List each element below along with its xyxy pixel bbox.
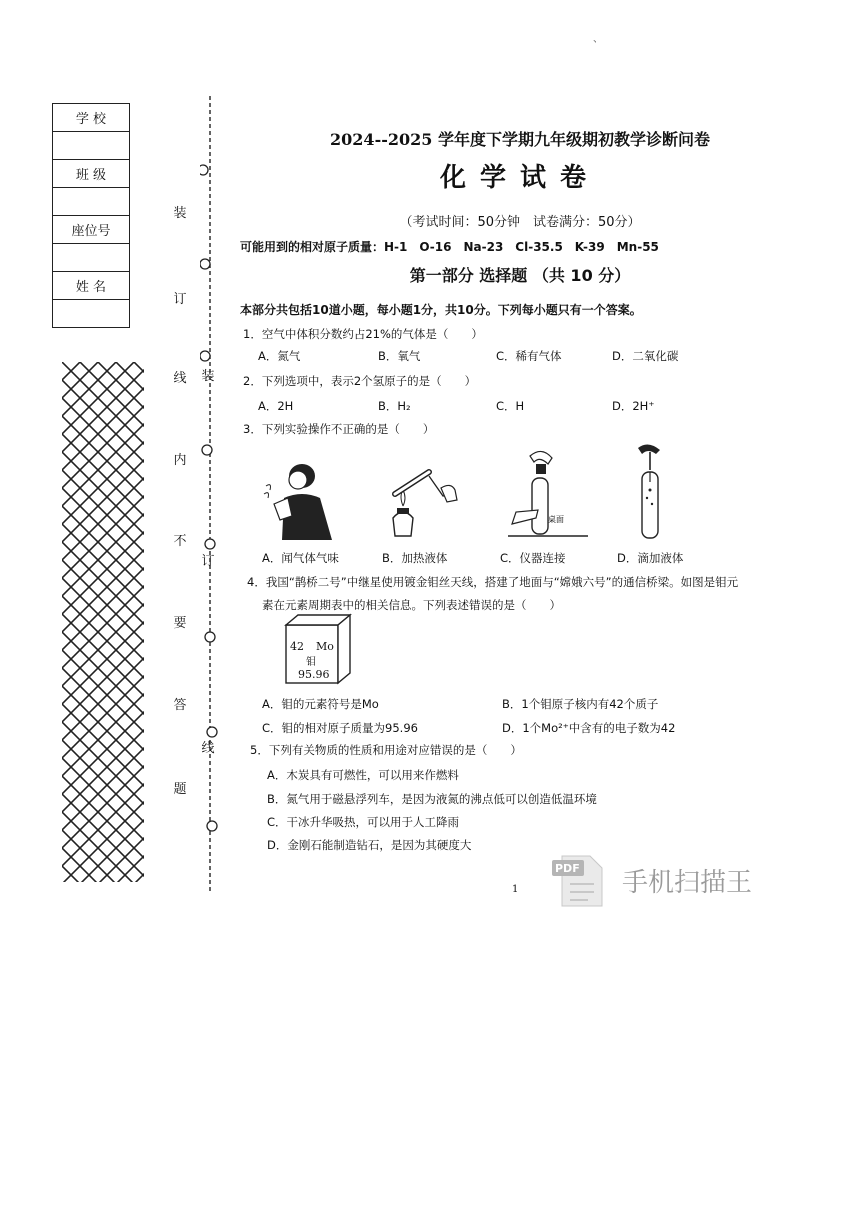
heat-liquid-figure bbox=[375, 460, 460, 542]
q4-option-d[interactable]: D．1个Mo²⁺中含有的电子数为42 bbox=[502, 721, 676, 735]
binding-char-right: 订 bbox=[201, 554, 215, 569]
q1-option-b[interactable]: B．氧气 bbox=[378, 349, 421, 363]
q1-option-a[interactable]: A．氮气 bbox=[258, 349, 301, 363]
q5-stem: 5．下列有关物质的性质和用途对应错误的是（ ） bbox=[250, 743, 522, 757]
q2-stem: 2．下列选项中，表示2个氢原子的是（ ） bbox=[243, 374, 477, 388]
apparatus-connect-figure bbox=[508, 444, 588, 540]
exam-info: （考试时间：50分钟 试卷满分：50分） bbox=[399, 215, 641, 230]
q5-option-a[interactable]: A．木炭具有可燃性，可以用来作燃料 bbox=[267, 768, 459, 782]
seat-label: 座位号 bbox=[53, 216, 130, 244]
seat-field[interactable] bbox=[53, 244, 130, 272]
q3-option-a[interactable]: A．闻气体气味 bbox=[262, 551, 339, 565]
binding-char: 不 bbox=[173, 534, 187, 549]
exam-title: 2024--2025 学年度下学期九年级期初教学诊断问卷 bbox=[330, 130, 710, 149]
binding-line bbox=[200, 96, 220, 892]
q4-option-a[interactable]: A．钼的元素符号是Mo bbox=[262, 697, 379, 711]
pdf-badge: PDF bbox=[555, 862, 580, 875]
q2-option-b[interactable]: B．H₂ bbox=[378, 399, 411, 413]
q5-option-d[interactable]: D．金刚石能制造钻石，是因为其硬度大 bbox=[267, 838, 472, 852]
q3-stem: 3．下列实验操作不正确的是（ ） bbox=[243, 422, 435, 436]
q3-option-b[interactable]: B．加热液体 bbox=[382, 551, 448, 565]
q1-stem: 1．空气中体积分数约占21%的气体是（ ） bbox=[243, 327, 483, 341]
q3-option-d[interactable]: D．滴加液体 bbox=[617, 551, 684, 565]
part1-description: 本部分共包括10道小题，每小题1分，共10分。下列每小题只有一个答案。 bbox=[240, 303, 642, 317]
atomic-masses: 可能用到的相对原子质量：H-1 O-16 Na-23 Cl-35.5 K-39 Mn-55 bbox=[240, 240, 659, 254]
top-mark: 、 bbox=[593, 34, 603, 45]
q5-option-b[interactable]: B．氮气用于磁悬浮列车，是因为液氮的沸点低可以创造低温环境 bbox=[267, 792, 597, 806]
q4-stem-line2: 素在元素周期表中的相关信息。下列表述错误的是（ ） bbox=[262, 598, 561, 612]
school-field[interactable] bbox=[53, 132, 130, 160]
binding-char: 题 bbox=[173, 782, 187, 797]
q4-stem-line1: 4．我国“鹊桥二号”中继星使用镀金钼丝天线，搭建了地面与“嫦娥六号”的通信桥梁。如图是钼元 bbox=[247, 575, 739, 589]
q1-option-c[interactable]: C．稀有气体 bbox=[496, 349, 562, 363]
q5-option-c[interactable]: C．干冰升华吸热，可以用于人工降雨 bbox=[267, 815, 460, 829]
binding-char: 线 bbox=[173, 371, 187, 386]
school-label: 学 校 bbox=[53, 104, 130, 132]
subject-title: 化学试卷 bbox=[439, 163, 600, 193]
element-mass: 95.96 bbox=[298, 668, 330, 681]
pdf-scanner-icon bbox=[552, 852, 604, 908]
q1-option-d[interactable]: D．二氧化碳 bbox=[612, 349, 679, 363]
drop-liquid-figure bbox=[630, 442, 675, 542]
page-number: 1 bbox=[512, 884, 519, 895]
hatch-pattern bbox=[62, 362, 144, 882]
name-label: 姓 名 bbox=[53, 272, 130, 300]
binding-char: 订 bbox=[173, 292, 187, 307]
element-number: 42 bbox=[290, 640, 304, 653]
smell-gas-figure bbox=[262, 458, 337, 540]
binding-char: 要 bbox=[173, 616, 187, 631]
class-field[interactable] bbox=[53, 188, 130, 216]
q4-option-b[interactable]: B．1个钼原子核内有42个质子 bbox=[502, 697, 659, 711]
desk-label: 桌面 bbox=[548, 515, 564, 524]
binding-char-right: 装 bbox=[201, 369, 215, 384]
q4-option-c[interactable]: C．钼的相对原子质量为95.96 bbox=[262, 721, 418, 735]
part1-title: 第一部分 选择题 （共 10 分） bbox=[409, 266, 631, 285]
student-info-table bbox=[52, 103, 130, 328]
binding-char: 内 bbox=[173, 453, 187, 468]
binding-char-right: 线 bbox=[201, 741, 215, 756]
binding-char: 答 bbox=[173, 698, 187, 713]
name-field[interactable] bbox=[53, 300, 130, 328]
q2-option-c[interactable]: C．H bbox=[496, 399, 525, 413]
watermark-text: 手机扫描王 bbox=[622, 868, 753, 898]
q2-option-a[interactable]: A．2H bbox=[258, 399, 294, 413]
element-symbol: Mo bbox=[316, 640, 334, 653]
class-label: 班 级 bbox=[53, 160, 130, 188]
q3-option-c[interactable]: C．仪器连接 bbox=[500, 551, 566, 565]
element-name: 钼 bbox=[306, 657, 316, 668]
q2-option-d[interactable]: D．2H⁺ bbox=[612, 399, 655, 413]
binding-char: 装 bbox=[173, 206, 187, 221]
